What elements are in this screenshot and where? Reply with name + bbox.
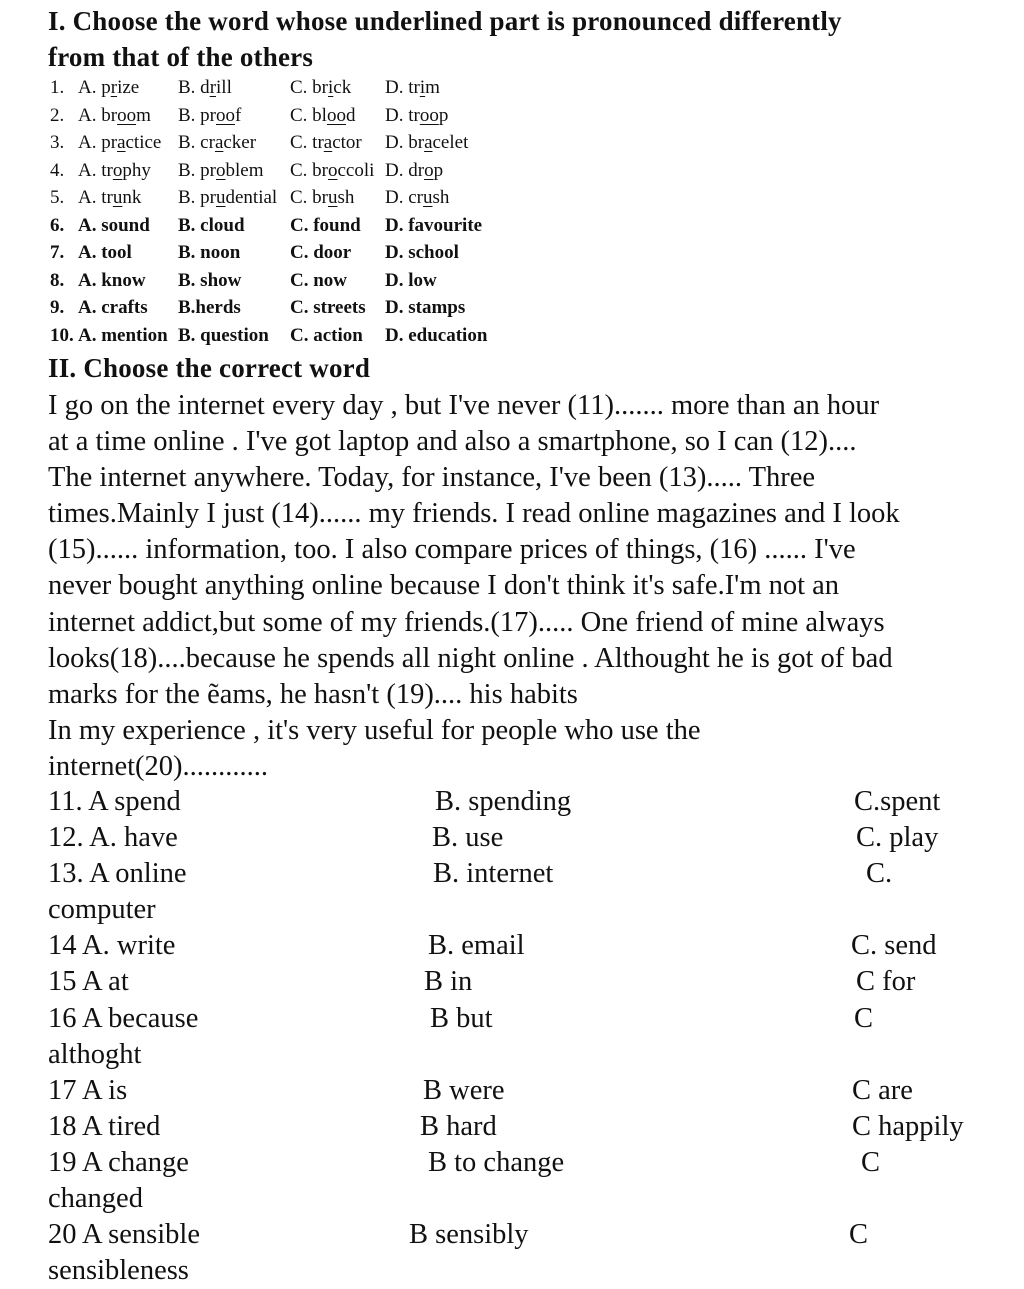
answer-row: [48, 1145, 988, 1181]
option-b[interactable]: B. question: [178, 324, 269, 346]
question-number: 6.: [50, 214, 65, 236]
option-b[interactable]: B.herds: [178, 297, 241, 318]
option-b[interactable]: B. cloud: [178, 214, 245, 236]
passage-line: marks for the ẽams, he hasn't (19).... his habits: [48, 678, 578, 710]
passage-line: looks(18)....because he spends all night online . Althought he is got of bad: [48, 642, 893, 674]
option-a[interactable]: A. know: [78, 269, 146, 291]
option-c[interactable]: C. blood: [290, 104, 356, 126]
option-d[interactable]: D. low: [385, 269, 437, 291]
passage-line: In my experience , it's very useful for people who use the: [48, 714, 701, 746]
passage-line: The internet anywhere. Today, for instance, I've been (13)..... Three: [48, 462, 816, 494]
section1-title-line1: I. Choose the word whose underlined part is pronounced differently: [48, 6, 842, 36]
option-c[interactable]: C. brick: [290, 77, 352, 98]
section1-title: [48, 3, 983, 75]
answer-option-b[interactable]: B. spending: [435, 786, 572, 817]
answer-option-b[interactable]: B to change: [428, 1146, 565, 1178]
option-a[interactable]: A. trophy: [78, 159, 151, 181]
answer-option-c[interactable]: C: [861, 1146, 881, 1178]
question-number: 5.: [50, 187, 65, 208]
answer-options: [48, 784, 988, 1289]
question-number: 8.: [50, 269, 65, 291]
option-d[interactable]: D. trim: [385, 77, 440, 98]
option-a[interactable]: A. tool: [78, 242, 132, 263]
answer-option-c[interactable]: C happily: [852, 1110, 964, 1142]
answer-option-c[interactable]: C. send: [851, 930, 937, 962]
passage-line: internet addict,but some of my friends.(17)..... One friend of mine always: [48, 606, 885, 638]
answer-option-b[interactable]: B. use: [432, 822, 504, 854]
answer-row: [48, 784, 988, 820]
answer-option-b[interactable]: B were: [423, 1074, 505, 1106]
option-b[interactable]: B. prudential: [178, 187, 278, 208]
passage-line: times.Mainly I just (14)...... my friends. I read online magazines and I look: [48, 498, 900, 530]
question-number: 2.: [50, 104, 65, 126]
answer-row: [48, 964, 988, 1000]
option-d[interactable]: D. education: [385, 324, 488, 346]
answer-option-a[interactable]: 14 A. write: [48, 930, 176, 962]
answer-option-c[interactable]: C.: [866, 858, 893, 890]
option-a[interactable]: A. trunk: [78, 187, 142, 208]
question-number: 4.: [50, 159, 65, 181]
answer-option-b[interactable]: B in: [424, 966, 473, 998]
option-a[interactable]: A. crafts: [78, 297, 148, 318]
option-d[interactable]: D. favourite: [385, 214, 483, 236]
answer-option-c-continued[interactable]: computer: [48, 894, 156, 926]
option-d[interactable]: D. crush: [385, 187, 450, 208]
answer-option-a[interactable]: 19 A change: [48, 1146, 189, 1178]
answer-option-c[interactable]: C.spent: [854, 786, 941, 817]
option-c[interactable]: C. now: [290, 269, 348, 291]
option-b[interactable]: B. noon: [178, 242, 241, 263]
answer-option-b[interactable]: B but: [430, 1002, 493, 1034]
question-number: 1.: [50, 77, 65, 98]
answer-option-b[interactable]: B. email: [428, 930, 525, 962]
answer-row: [48, 1001, 988, 1037]
passage-line: at a time online . I've got laptop and also a smartphone, so I can (12)....: [48, 426, 857, 458]
answer-option-c[interactable]: C for: [856, 966, 916, 998]
option-a[interactable]: A. sound: [78, 214, 150, 236]
option-d[interactable]: D. bracelet: [385, 132, 469, 153]
option-a[interactable]: A. broom: [78, 104, 151, 126]
answer-option-c-continued[interactable]: sensibleness: [48, 1255, 189, 1287]
answer-option-c[interactable]: C: [849, 1219, 869, 1251]
option-d[interactable]: D. drop: [385, 159, 444, 181]
passage-line: never bought anything online because I don't think it's safe.I'm not an: [48, 570, 840, 602]
option-c[interactable]: C. tractor: [290, 132, 362, 153]
answer-row: [48, 1217, 988, 1253]
option-b[interactable]: B. problem: [178, 159, 264, 181]
option-d[interactable]: D. troop: [385, 104, 449, 126]
section2-title: II. Choose the correct word: [48, 353, 371, 383]
answer-row: [48, 820, 988, 856]
passage-line: (15)...... information, too. I also compare prices of things, (16) ...... I've: [48, 534, 856, 566]
section1-title-line2: from that of the others: [48, 42, 314, 72]
answer-option-c[interactable]: C are: [852, 1074, 913, 1106]
answer-option-c-continued[interactable]: changed: [48, 1183, 143, 1215]
option-c[interactable]: C. door: [290, 242, 352, 263]
answer-option-a[interactable]: 18 A tired: [48, 1110, 161, 1142]
passage-line: I go on the internet every day , but I've never (11)....... more than an hour: [48, 390, 880, 421]
answer-option-a[interactable]: 20 A sensible: [48, 1219, 201, 1251]
answer-row: [48, 1109, 988, 1145]
option-a[interactable]: A. practice: [78, 132, 162, 153]
answer-option-c[interactable]: C: [854, 1002, 874, 1034]
option-b[interactable]: B. show: [178, 269, 242, 291]
option-d[interactable]: D. stamps: [385, 297, 466, 318]
answer-option-c[interactable]: C. play: [856, 822, 939, 854]
answer-option-a[interactable]: 17 A is: [48, 1074, 128, 1106]
option-b[interactable]: B. drill: [178, 77, 232, 98]
answer-option-a[interactable]: 12. A. have: [48, 822, 178, 854]
option-c[interactable]: C. action: [290, 324, 363, 346]
question-number: 7.: [50, 242, 65, 263]
question-number: 10.: [50, 324, 74, 346]
answer-option-b[interactable]: B. internet: [433, 858, 554, 890]
answer-row: [48, 1073, 988, 1109]
answer-row: [48, 928, 988, 964]
question-number: 3.: [50, 132, 65, 153]
answer-option-b[interactable]: B hard: [420, 1110, 497, 1142]
option-b[interactable]: B. cracker: [178, 132, 257, 153]
option-b[interactable]: B. proof: [178, 104, 242, 126]
option-c[interactable]: C. streets: [290, 297, 366, 318]
option-a[interactable]: A. mention: [78, 324, 168, 346]
option-c[interactable]: C. broccoli: [290, 159, 375, 181]
answer-option-a[interactable]: 11. A spend: [48, 786, 181, 817]
reading-passage: [48, 388, 988, 785]
option-d[interactable]: D. school: [385, 242, 459, 263]
answer-row: [48, 856, 988, 892]
option-a[interactable]: A. prize: [78, 77, 140, 98]
answer-option-a[interactable]: 15 A at: [48, 966, 129, 998]
answer-option-b[interactable]: B sensibly: [409, 1219, 529, 1251]
option-c[interactable]: C. brush: [290, 187, 355, 208]
question-number: 9.: [50, 297, 65, 318]
option-c[interactable]: C. found: [290, 214, 361, 236]
passage-line: internet(20)............: [48, 750, 269, 782]
answer-option-c-continued[interactable]: althoght: [48, 1038, 142, 1070]
answer-option-a[interactable]: 13. A online: [48, 858, 187, 890]
answer-option-a[interactable]: 16 A because: [48, 1002, 199, 1034]
